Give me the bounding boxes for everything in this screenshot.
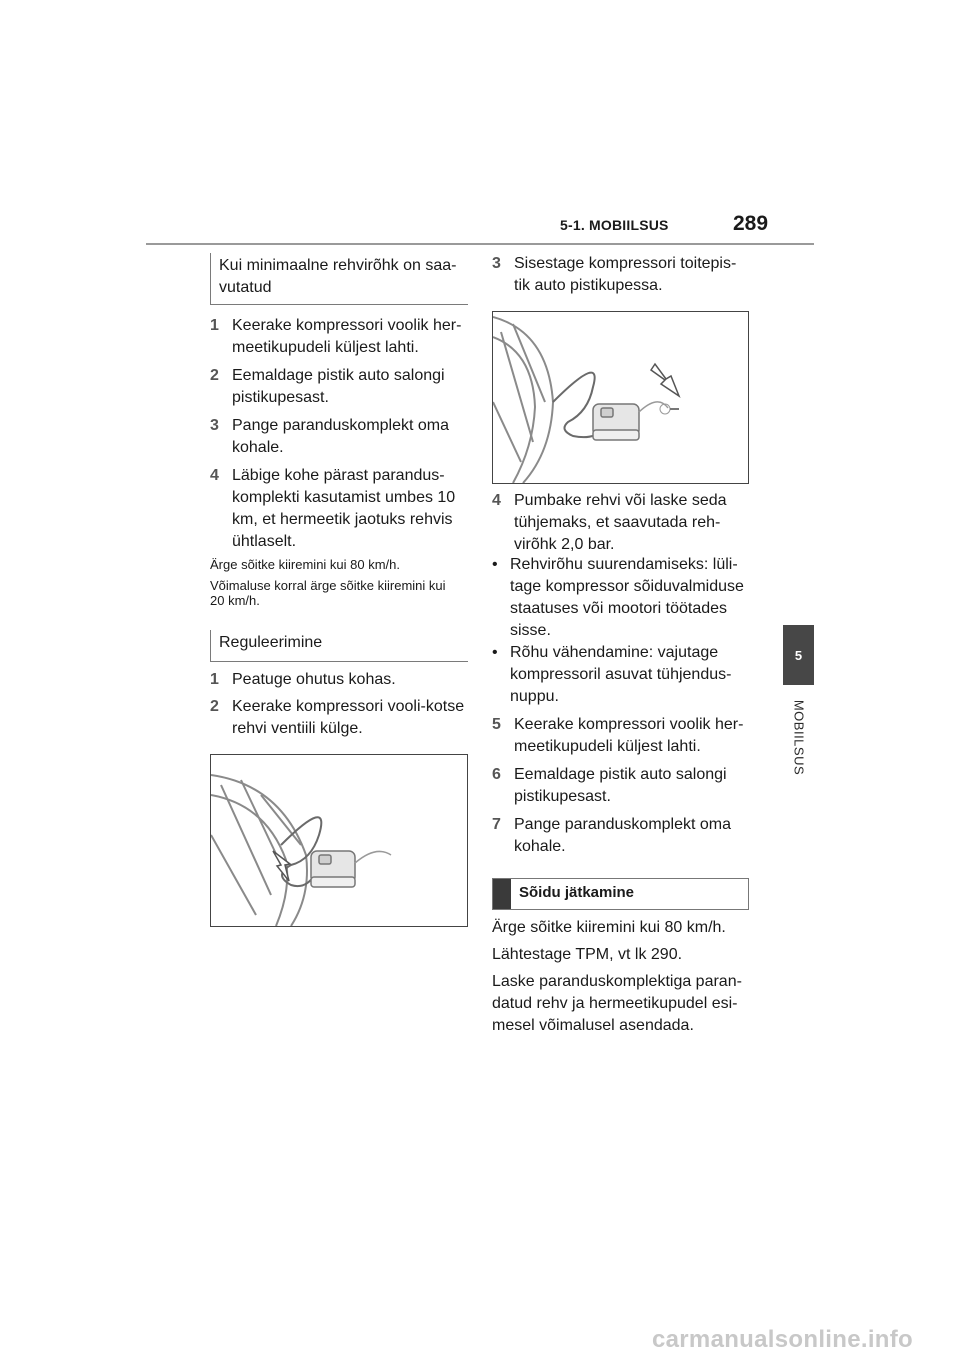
chapter-tab: 5	[783, 625, 814, 685]
watermark: carmanualsonline.info	[652, 1326, 914, 1353]
subheading-min-pressure: Kui minimaalne rehvirõhk on saa-vutatud	[210, 253, 468, 305]
bullet-mark: •	[492, 556, 498, 573]
compressor-plug-illustration	[493, 312, 748, 483]
figure-power-plug	[492, 311, 749, 484]
step-number: 1	[210, 317, 219, 334]
right-step-6	[492, 764, 750, 808]
left-step-3	[210, 415, 468, 459]
step-text: Eemaldage pistik auto salongi pistikupesast.	[232, 367, 445, 406]
step-number: 1	[210, 671, 219, 688]
step-number: 2	[210, 698, 219, 715]
step-text: Keerake kompressori voolik her-meetikupudeli küljest lahti.	[232, 317, 462, 356]
speed-note-2: Võimaluse korral ärge sõitke kiiremini kui 20 km/h.	[210, 578, 446, 608]
step-number: 5	[492, 716, 501, 733]
left-step-4	[210, 465, 468, 553]
step-number: 7	[492, 816, 501, 833]
bullet-decrease-pressure	[492, 642, 750, 708]
bullet-text: Rehvirõhu suurendamiseks: lüli-tage kompressor sõiduvalmiduse staatuses või mootori töötades sisse.	[510, 556, 744, 639]
step-number: 4	[492, 492, 501, 509]
paragraph-speed-limit: Ärge sõitke kiiremini kui 80 km/h.	[492, 919, 726, 936]
step-text: Keerake kompressori vooli-kotse rehvi ventiili külge.	[232, 698, 465, 737]
left-step-1	[210, 315, 468, 359]
page-number: 289	[733, 212, 769, 235]
right-step-3	[492, 253, 750, 297]
subheading-adjustment: Reguleerimine	[210, 630, 468, 662]
step-text: Eemaldage pistik auto salongi pistikupesast.	[514, 766, 727, 805]
paragraph-reset-tpm: Lähtestage TPM, vt lk 290.	[492, 946, 683, 963]
subheading-continue-driving	[492, 878, 749, 910]
bullet-mark: •	[492, 644, 498, 661]
figure-valve-connection	[210, 754, 468, 927]
heading-label: Sõidu jätkamine	[519, 884, 635, 901]
step-number: 3	[492, 255, 501, 272]
chapter-label-text: MOBIILSUS	[791, 699, 807, 776]
step-text: Pange paranduskomplekt oma kohale.	[514, 816, 732, 855]
step-text: Pange paranduskomplekt oma kohale.	[232, 417, 450, 456]
header-divider	[146, 243, 814, 245]
step-text: Keerake kompressori voolik her-meetikupudeli küljest lahti.	[514, 716, 744, 755]
heading-marker	[493, 879, 511, 909]
speed-note-1: Ärge sõitke kiiremini kui 80 km/h.	[210, 557, 401, 572]
step-text: Läbige kohe pärast parandus-komplekti kasutamist umbes 10 km, et hermeetik jaotuks rehvis ühtlaselt.	[232, 467, 456, 550]
step-text: Sisestage kompressori toitepis-tik auto pistikupessa.	[514, 255, 737, 294]
paragraph-replace-tire: Laske paranduskomplektiga paran-datud rehv ja hermeetikupudel esi-mesel võimalusel asendada.	[492, 973, 742, 1034]
step-number: 4	[210, 467, 219, 484]
right-step-4	[492, 490, 750, 556]
step-text: Peatuge ohutus kohas.	[232, 671, 396, 688]
right-step-7	[492, 814, 750, 858]
left-adjust-step-2	[210, 696, 468, 740]
section-title: 5-1. MOBIILSUS	[560, 217, 669, 233]
left-adjust-step-1	[210, 669, 468, 691]
left-step-2	[210, 365, 468, 409]
right-step-5	[492, 714, 750, 758]
step-number: 3	[210, 417, 219, 434]
step-text: Pumbake rehvi või laske seda tühjemaks, et saavutada reh-virõhk 2,0 bar.	[514, 492, 727, 553]
chapter-label	[789, 690, 809, 790]
compressor-illustration	[211, 755, 467, 926]
step-number: 2	[210, 367, 219, 384]
step-number: 6	[492, 766, 501, 783]
bullet-increase-pressure	[492, 554, 750, 642]
bullet-text: Rõhu vähendamine: vajutage kompressoril asuvat tühjendus-nuppu.	[510, 644, 732, 705]
